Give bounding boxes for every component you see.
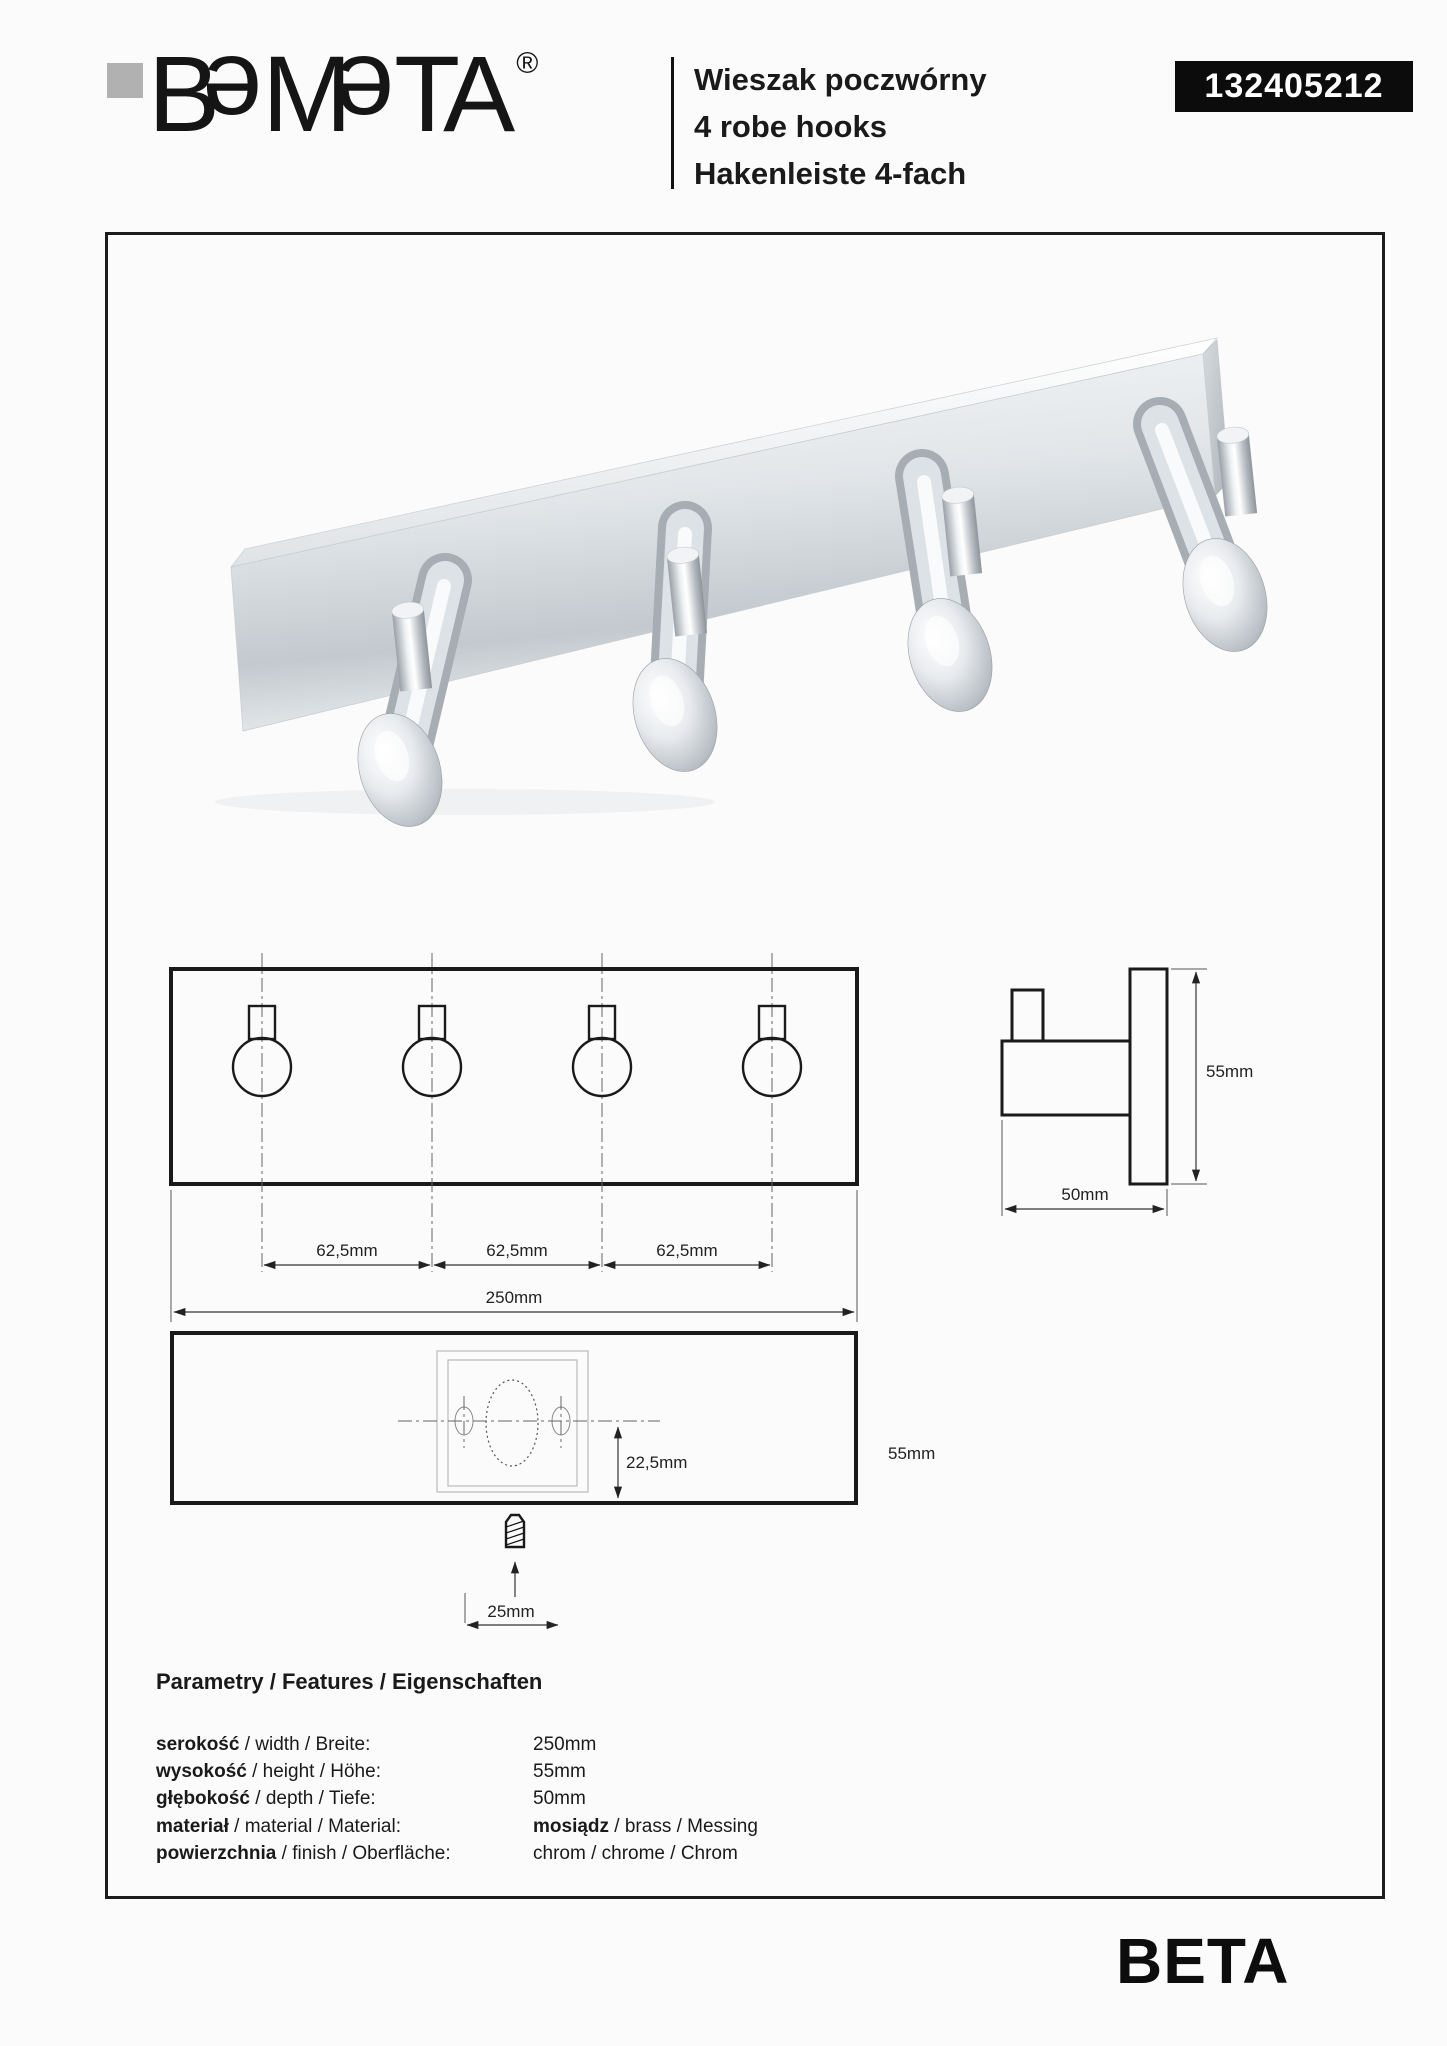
series-name: BETA <box>1116 1925 1290 1997</box>
logo-letter: A <box>443 33 507 154</box>
feature-label-material <box>156 1816 401 1838</box>
feature-label-rest: / depth / Tiefe: <box>249 1788 376 1809</box>
side-hook-peg <box>1012 990 1043 1041</box>
side-hook-body <box>1002 1041 1130 1115</box>
front-view-drawing <box>171 953 857 1322</box>
feature-label-pl: wysokość <box>156 1761 247 1782</box>
feature-value-strong: mosiądz <box>533 1816 610 1837</box>
feature-label-pl: serokość <box>156 1734 240 1755</box>
feature-value-width <box>533 1734 596 1756</box>
dim-label-side-height: 55mm <box>1206 1062 1254 1081</box>
feature-value-height <box>533 1761 586 1783</box>
top-view-drawing <box>172 1333 856 1625</box>
side-plate <box>1130 969 1167 1184</box>
product-code-badge: 132405212 <box>1175 61 1413 112</box>
feature-label-rest: / width / Breite: <box>239 1734 371 1755</box>
feature-value-text: 50mm <box>533 1788 586 1809</box>
front-hook-symbol-1 <box>233 953 291 1272</box>
registered-trademark-icon: ® <box>516 47 539 80</box>
front-hook-symbol-2 <box>403 953 461 1272</box>
dim-label-screw-width: 25mm <box>487 1602 535 1621</box>
dim-label-center-offset: 22,5mm <box>626 1453 688 1472</box>
features-heading: Parametry / Features / Eigenschaften <box>156 1669 543 1694</box>
logo-letter-rotated-e: e <box>343 34 395 155</box>
feature-value-text: 250mm <box>533 1734 597 1755</box>
feature-value-text: chrom / chrome / Chrom <box>533 1843 738 1864</box>
feature-value-depth <box>533 1788 586 1810</box>
dim-label-total-width: 250mm <box>485 1288 543 1307</box>
side-view-drawing <box>1002 969 1207 1216</box>
product-title-en: 4 robe hooks <box>694 109 887 144</box>
screw-symbol <box>506 1515 524 1547</box>
logo-letter: M <box>262 33 344 154</box>
front-hook-symbol-3 <box>573 953 631 1272</box>
dim-label-side-depth: 50mm <box>1061 1185 1109 1204</box>
feature-label-height <box>156 1761 381 1783</box>
feature-label-finish <box>156 1843 451 1865</box>
feature-label-width <box>156 1734 370 1756</box>
feature-value-text: / brass / Messing <box>609 1816 758 1837</box>
dim-label-spacing-2: 62,5mm <box>486 1241 548 1260</box>
dim-label-spacing-3: 62,5mm <box>656 1241 718 1260</box>
logo-letter: B <box>148 33 212 154</box>
logo-letter: T <box>394 33 444 154</box>
feature-label-pl: powierzchnia <box>156 1843 277 1864</box>
product-title-de: Hakenleiste 4-fach <box>694 156 967 191</box>
dim-label-top-height: 55mm <box>888 1444 936 1463</box>
feature-value-material <box>533 1816 758 1838</box>
feature-label-rest: / height / Höhe: <box>246 1761 381 1782</box>
mounting-hole-center <box>486 1380 538 1466</box>
feature-label-pl: głębokość <box>156 1788 250 1809</box>
front-hook-symbol-4 <box>743 953 801 1272</box>
feature-value-text: 55mm <box>533 1761 586 1782</box>
feature-value-finish <box>533 1843 738 1865</box>
feature-label-depth <box>156 1788 376 1810</box>
dim-label-spacing-1: 62,5mm <box>316 1241 378 1260</box>
logo-letter-rotated-e: e <box>211 34 263 155</box>
product-title-pl: Wieszak poczwórny <box>694 62 987 97</box>
feature-label-pl: materiał <box>156 1816 229 1837</box>
feature-label-rest: / finish / Oberfläche: <box>276 1843 451 1864</box>
feature-label-rest: / material / Material: <box>228 1816 401 1837</box>
